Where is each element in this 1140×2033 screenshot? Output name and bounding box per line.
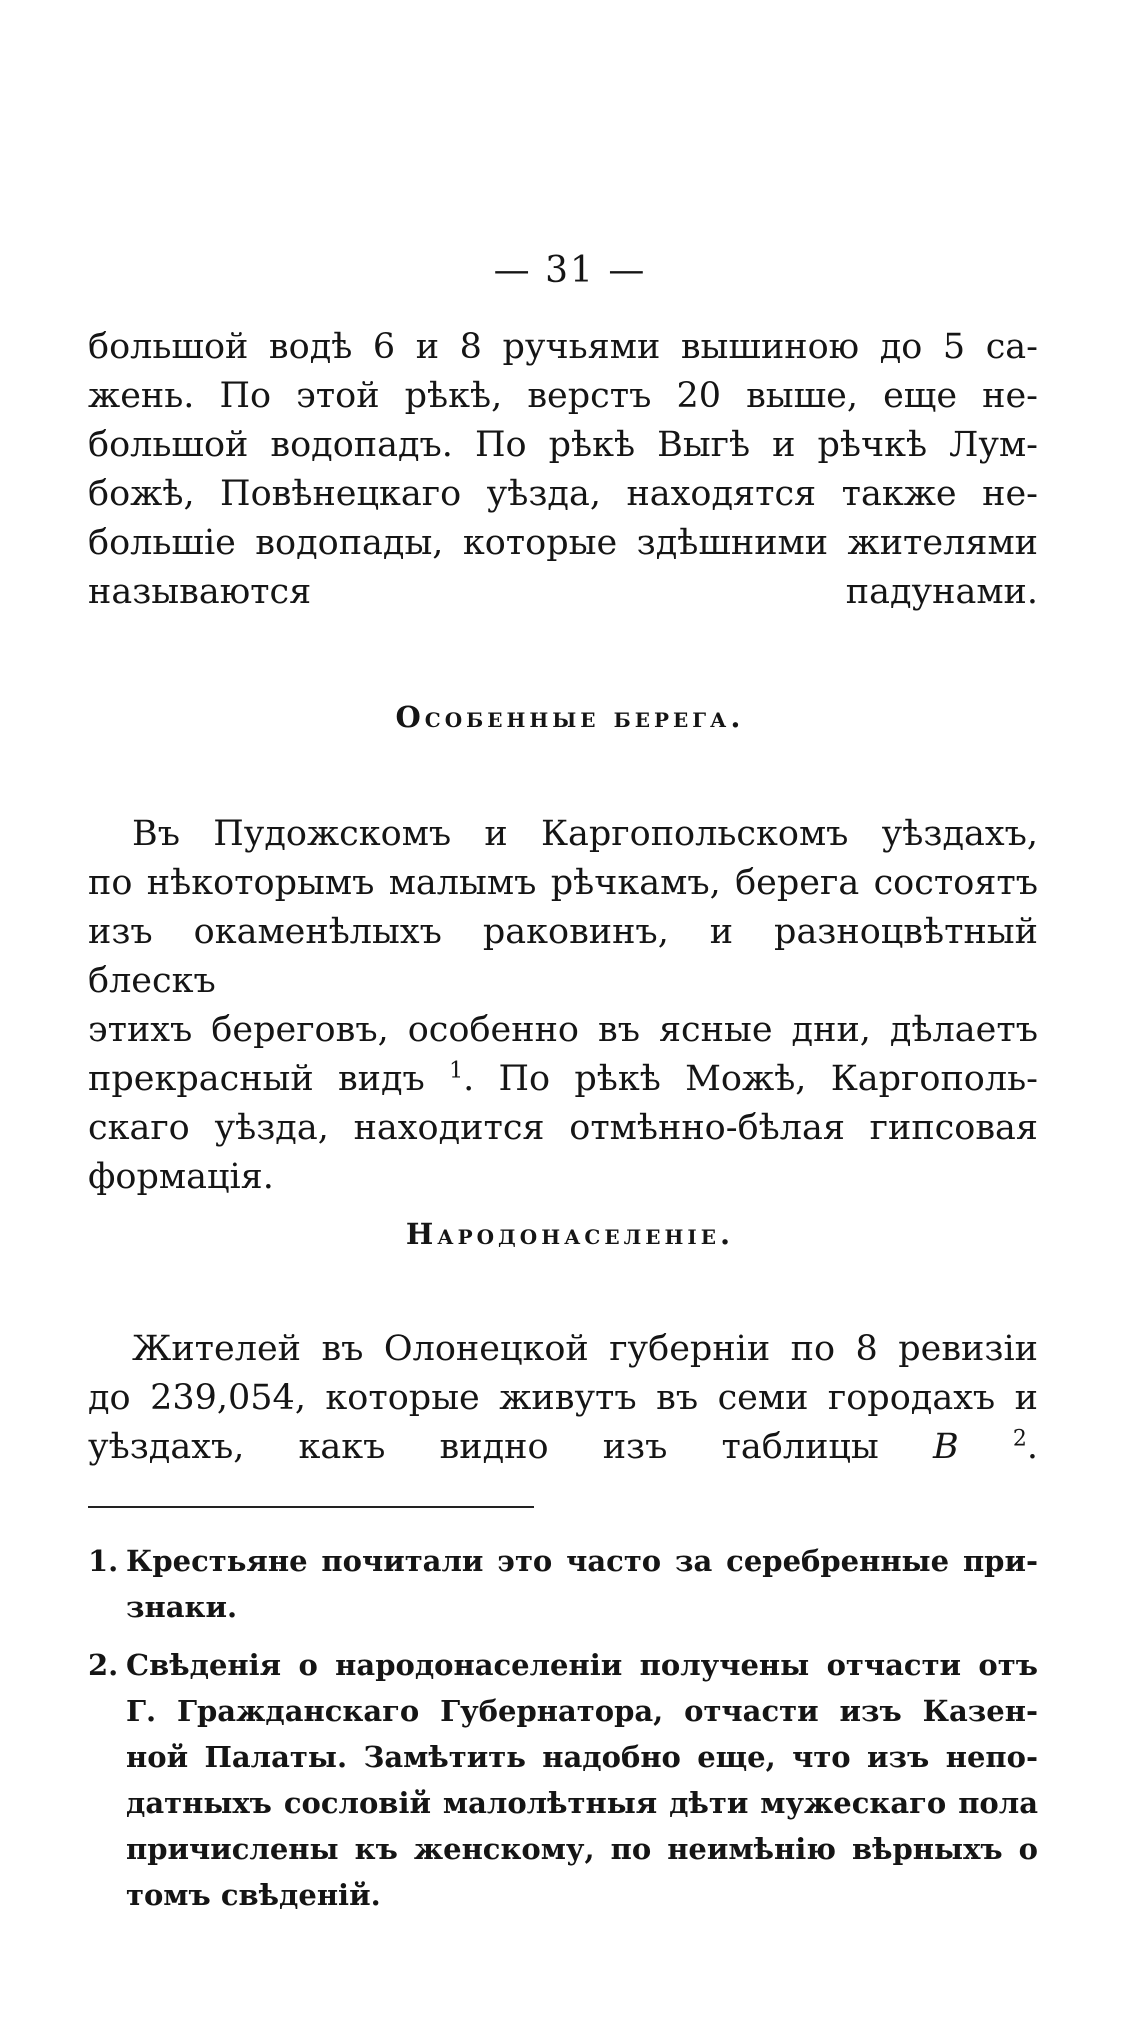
footnote-1: [88, 1538, 1038, 1630]
text-line: этихъ береговъ, особенно въ ясные дни, дѣлаетъ: [88, 1010, 1038, 1050]
table-letter: B: [932, 1427, 959, 1467]
footnote-line: Крестьяне почитали это часто за серебренные при-: [126, 1544, 1038, 1578]
footnote-ref-1: 1: [449, 1058, 464, 1084]
footnote-line: Г. Гражданскаго Губернатора, отчасти изъ Казен-: [126, 1694, 1038, 1728]
section-heading-shores: Особенные берега.: [395, 700, 745, 734]
text-segment: .: [1026, 1427, 1038, 1467]
text-line: формація.: [88, 1157, 274, 1197]
footnote-line: ной Палаты. Замѣтить надобно еще, что изъ непо-: [126, 1740, 1038, 1774]
text-line: до 239,054, которые живутъ въ семи городахъ и: [88, 1378, 1038, 1418]
footnote-marker: 2.: [88, 1648, 119, 1682]
footnote-line: Свѣденія о народонаселеніи получены отчасти отъ: [126, 1648, 1038, 1682]
page-number: — 31 —: [493, 250, 647, 291]
text-line: Въ Пудожскомъ и Каргопольскомъ уѣздахъ,: [132, 814, 1038, 854]
text-line: называются падунами.: [88, 572, 1038, 612]
text-line: большой водопадъ. По рѣкѣ Выгѣ и рѣчкѣ Лум-: [88, 425, 1038, 465]
paragraph-population: [88, 1325, 1038, 1472]
footnote-line: датныхъ сословій малолѣтныя дѣти мужескаго пола: [126, 1786, 1038, 1820]
text-line: скаго уѣзда, находится отмѣнно-бѣлая гипсовая: [88, 1108, 1038, 1148]
text-line-with-footnote: [88, 1423, 1038, 1472]
text-line: изъ окаменѣлыхъ раковинъ, и разноцвѣтный блескъ: [88, 912, 1038, 1001]
section-heading-population: Народонаселеніе.: [405, 1217, 735, 1251]
text-line: большой водѣ 6 и 8 ручьями вышиною до 5 са-: [88, 327, 1038, 367]
paragraph-waterfalls: [88, 323, 1038, 617]
footnotes: [88, 1538, 1038, 1930]
text-segment: . По рѣкѣ Мoжѣ, Каргополь-: [463, 1059, 1038, 1099]
footnote-line: причислены къ женскому, по неимѣнію вѣрныхъ о: [126, 1832, 1038, 1866]
paragraph-shores: [88, 810, 1038, 1202]
text-line: по нѣкоторымъ малымъ рѣчкамъ, берега состоятъ: [88, 863, 1038, 903]
text-line: большіе водопады, которые здѣшними жителями: [88, 523, 1038, 563]
text-line: жень. По этой рѣкѣ, верстъ 20 выше, еще не-: [88, 376, 1038, 416]
text-segment: уѣздахъ, какъ видно изъ таблицы: [88, 1427, 879, 1467]
footnote-line: знаки.: [126, 1590, 238, 1624]
footnote-separator: [88, 1506, 534, 1508]
text-line: божѣ, Повѣнецкаго уѣзда, находятся также не-: [88, 474, 1038, 514]
text-line-with-footnote: [88, 1055, 1038, 1104]
text-segment: прекрасный видъ: [88, 1059, 425, 1099]
footnote-2: [88, 1642, 1038, 1918]
footnote-marker: 1.: [88, 1544, 119, 1578]
footnote-line: томъ свѣденій.: [126, 1878, 381, 1912]
footnote-ref-2: 2: [1012, 1426, 1027, 1452]
text-line: Жителей въ Олонецкой губерніи по 8 ревизіи: [132, 1329, 1038, 1369]
